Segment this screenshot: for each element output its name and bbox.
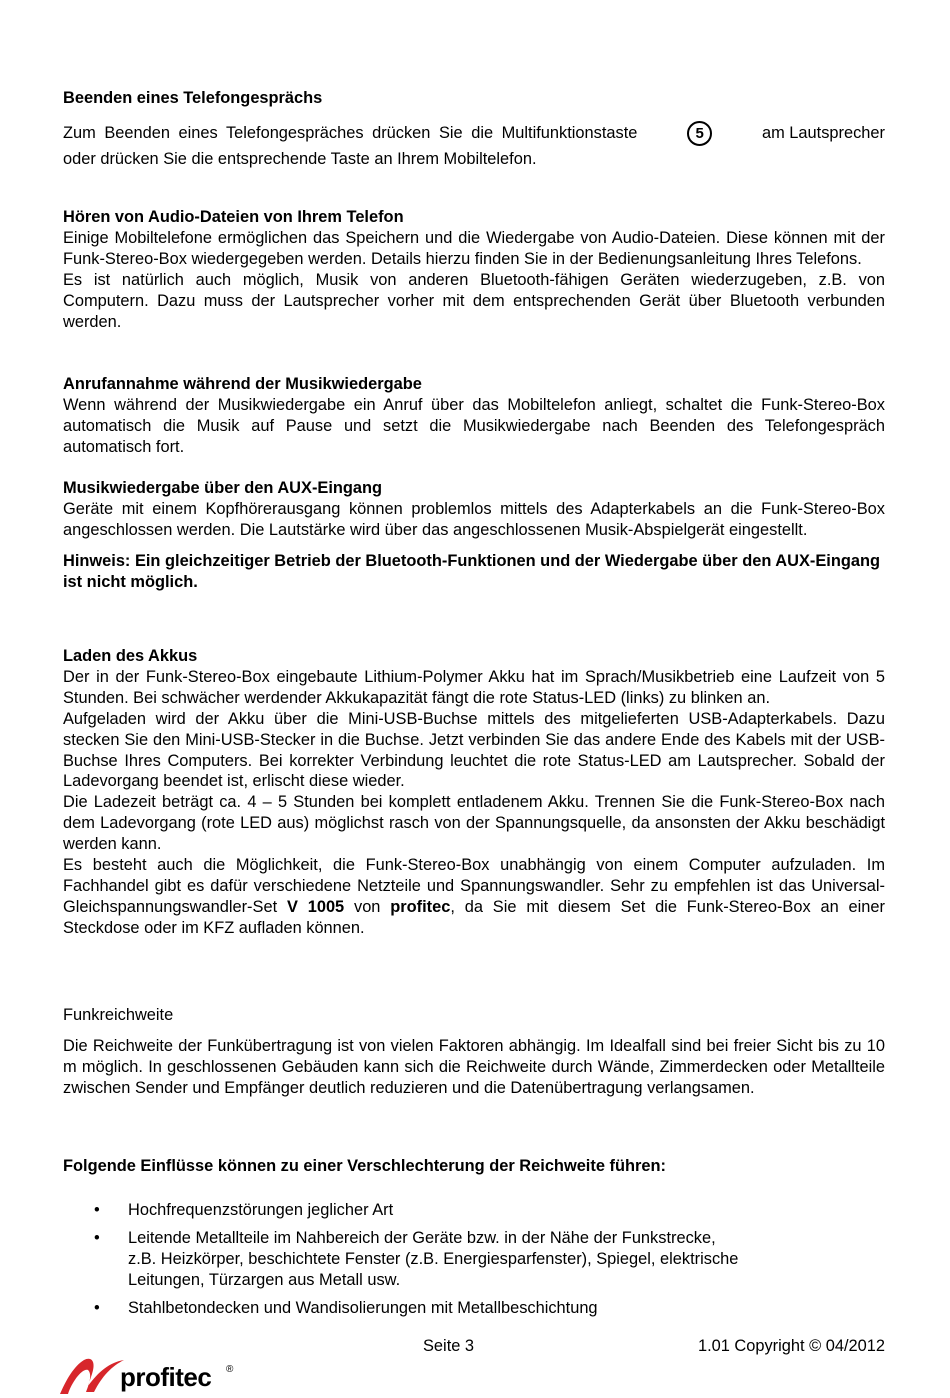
paragraph: Die Ladezeit beträgt ca. 4 – 5 Stunden bei komplett entladenem Akku. Trennen Sie die Funk-Stereo-Box nach dem Ladevorgang (rote LED aus) möglichst rasch von der Spannungsquelle, da ansonsten der Akku beschädigt werden kann. (63, 793, 885, 854)
bullet-icon: • (94, 1228, 100, 1247)
section-end-call (63, 88, 885, 170)
profitec-logo (58, 1352, 238, 1396)
factor-list (63, 1200, 885, 1319)
list-item (63, 1298, 885, 1319)
text-span: Zum Beenden eines Telefongespräches drücken Sie die Multifunktionstaste (63, 123, 638, 142)
note: Hinweis: Ein gleichzeitiger Betrieb der Bluetooth-Funktionen und der Wiedergabe über den AUX-Eingang ist nicht möglich. (63, 551, 881, 591)
list-item-text: Stahlbetondecken und Wandisolierungen mit Metallbeschichtung (128, 1298, 598, 1317)
section-heading: Funkreichweite (63, 1006, 174, 1024)
paragraph: Aufgeladen wird der Akku über die Mini-USB-Buchse mittels des mitgelieferten USB-Adapterkabels. Dazu stecken Sie den Mini-USB-Stecker in die Buchse. Jetzt verbinden Sie das andere Ende des Kabels mit der USB-Buchse Ihres Computers. Bei korrekter Verbindung leuchtet die rote Status-LED am Lautsprecher. Sobald der Ladevorgang beendet ist, erlischt diese wieder. (63, 709, 885, 791)
section-battery-charging (63, 646, 885, 939)
section-radio-range (63, 1005, 885, 1099)
paragraph (63, 855, 885, 939)
list-item-text: Leitende Metallteile im Nahbereich der Geräte bzw. in der Nähe der Funkstrecke, (128, 1228, 716, 1247)
text-span: , da Sie mit diesem Set die Funk-Stereo-Box an einer Steckdose oder im KFZ aufladen können. (63, 897, 885, 937)
bullet-icon: • (94, 1200, 100, 1219)
circled-five-icon: 5 (687, 121, 712, 146)
list-item-text: z.B. Heizkörper, beschichtete Fenster (z.B. Energiesparfenster), Spiegel, elektrische (128, 1249, 739, 1268)
section-heading: Hören von Audio-Dateien von Ihrem Telefon (63, 208, 404, 226)
paragraph: Die Reichweite der Funkübertragung ist von vielen Faktoren abhängig. Im Idealfall sind bei freier Sicht bis zu 10 m möglich. In geschlossenen Gebäuden kann sich die Reichweite durch Wände, Zimmerdecken oder Metallteile zwischen Sender und Empfänger deutlich reduzieren und die Datenübertragung verlangsamen. (63, 1036, 885, 1097)
paragraph: Einige Mobiltelefone ermöglichen das Speichern und die Wiedergabe von Audio-Dateien. Diese können mit der Funk-Stereo-Box wiedergegeben werden. Details hierzu finden Sie in der Bedienungsanleitung Ihres Telefons. (63, 228, 885, 268)
model-number: V 1005 (286, 897, 345, 916)
section-heading: Laden des Akkus (63, 647, 198, 665)
list-item (63, 1228, 885, 1291)
brand-name: profitec (390, 897, 451, 916)
list-item-text: Hochfrequenzstörungen jeglicher Art (128, 1200, 394, 1219)
text-span: von (354, 897, 381, 916)
paragraph: Es ist natürlich auch möglich, Musik von anderen Bluetooth-fähigen Geräten wiederzugeben, z.B. von Computern. Dazu muss der Lautsprecher vorher mit dem entsprechenden Gerät über Bluetooth verbunden werden. (63, 270, 885, 331)
copyright: 1.01 Copyright © 04/2012 (697, 1337, 885, 1355)
paragraph: Geräte mit einem Kopfhörerausgang können problemlos mittels des Adapterkabels an die Funk-Stereo-Box angeschlossen werden. Die Lautstärke wird über das angeschlossenen Musik-Abspielgerät eingestellt. (63, 499, 885, 539)
text-span: am Lautsprecher (761, 123, 885, 142)
list-item-text: Leitungen, Türzargen aus Metall usw. (128, 1270, 401, 1289)
paragraph-line (63, 121, 885, 146)
section-heading: Musikwiedergabe über den AUX-Eingang (63, 479, 383, 497)
list-item (63, 1200, 885, 1221)
registered-mark: ® (226, 1364, 234, 1375)
section-call-during-music (63, 374, 885, 458)
section-heading: Folgende Einflüsse können zu einer Verschlechterung der Reichweite führen: (63, 1157, 666, 1175)
paragraph: oder drücken Sie die entsprechende Taste an Ihrem Mobiltelefon. (63, 149, 537, 168)
paragraph: Wenn während der Musikwiedergabe ein Anruf über das Mobiltelefon anliegt, schaltet die Funk-Stereo-Box automatisch die Musik auf Pause und setzt die Musikwiedergabe nach Beenden des Telefongespräch automatisch fort. (63, 395, 885, 456)
logo-wordmark: profitec (120, 1362, 212, 1392)
section-aux-input (63, 478, 885, 593)
section-audio-files (63, 207, 885, 332)
section-range-factors (63, 1156, 885, 1325)
section-heading: Beenden eines Telefongesprächs (63, 89, 323, 107)
bullet-icon: • (94, 1298, 100, 1317)
paragraph: Der in der Funk-Stereo-Box eingebaute Lithium-Polymer Akku hat im Sprach/Musikbetrieb eine Laufzeit von 5 Stunden. Bei schwächer werdender Akkukapazität fängt die rote Status-LED (links) zu blinken an. (63, 667, 885, 707)
page-number: Seite 3 (423, 1337, 475, 1355)
section-heading: Anrufannahme während der Musikwiedergabe (63, 375, 422, 393)
text-span: Es besteht auch die Möglichkeit, die Funk-Stereo-Box unabhängig von einem Computer aufzuladen. Im Fachhandel gibt es dafür verschiedene Netzteile und Spannungswandler. Sehr zu empfehlen ist das Universal-Gleichspannungswandler-Set (63, 856, 885, 916)
logo-swoosh-icon (58, 1352, 128, 1396)
